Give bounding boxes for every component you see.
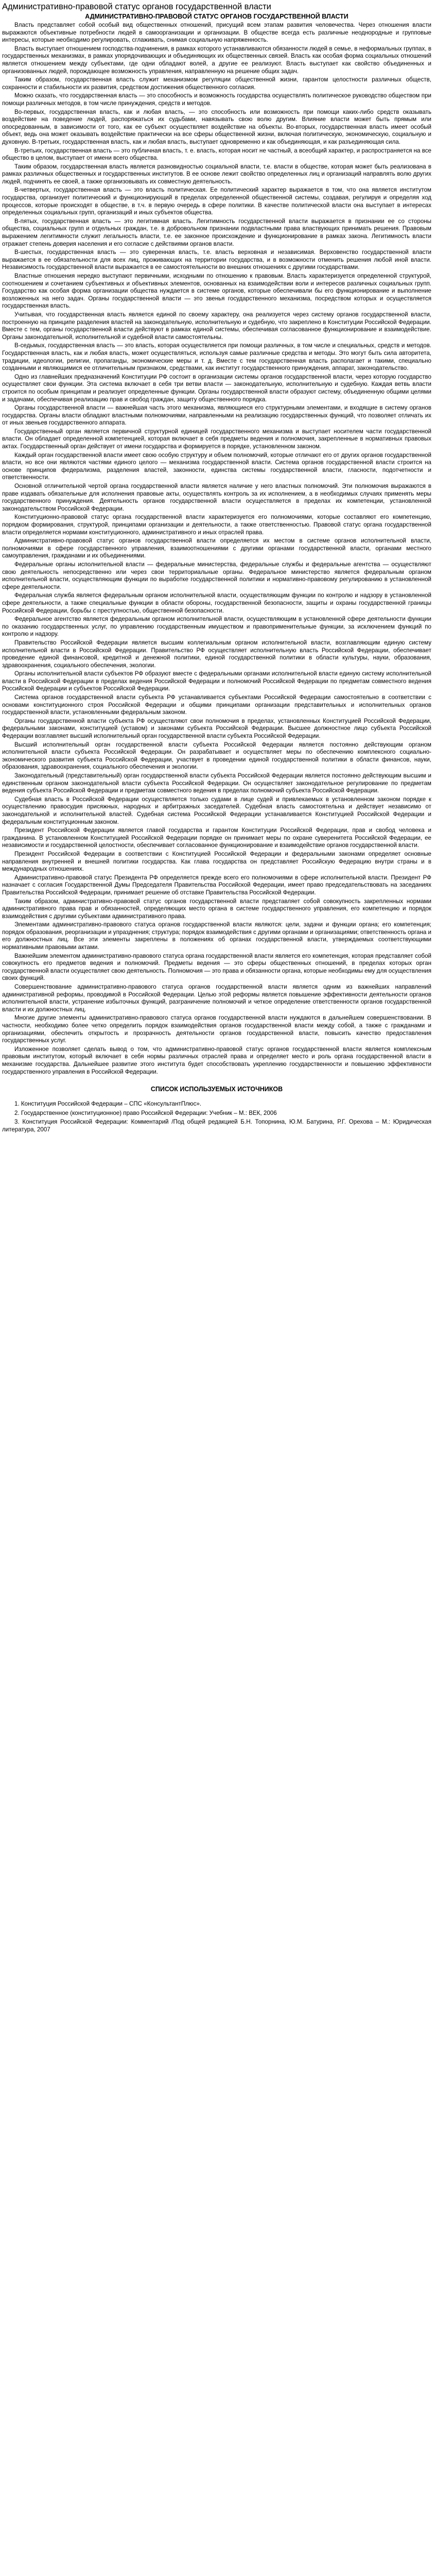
body-paragraph: Судебная власть в Российской Федерации осуществляется только судами в лице судей и привлекаемых в установленном законом порядке к осуществлению правосудия присяжных, народных и арбитражных заседателей. Судебная власть самостоятельна и действует независимо от законодательной и исполнительной властей. Судебная система Российской Федерации устанавливается Конституцией Российской Федерации и федеральным конституционным законом. — [2, 795, 431, 825]
body-paragraph: Законодательный (представительный) орган государственной власти субъекта Российской Федерации является постоянно действующим высшим и единственным органом законодательной власти субъекта Российской Федерации. Он осуществляет законодательное регулирование по предметам ведения субъекта Российской Федерации и предметам совместного ведения в пределах полномочий субъекта Российской Федерации. — [2, 772, 431, 794]
body-paragraph: Конституционно-правовой статус органа государственной власти характеризуется его полномочиями, которые составляют его компетенцию, порядком формирования, структурой, принципами организации и деятельности, а также ответственностью. Правовой статус органа государственной власти определяется нормами конституционного, административного и иных отраслей права. — [2, 514, 431, 536]
document-heading: АДМИНИСТРАТИВНО-ПРАВОВОЙ СТАТУС ОРГАНОВ ГОСУДАРСТВЕННОЙ ВЛАСТИ — [85, 13, 348, 20]
reference-item: 2. Государственное (конституционное) право Российской Федерации: Учебник – М.: ВЕК, 2006 — [14, 1109, 277, 1116]
body-paragraph: Правительство Российской Федерации является высшим коллегиальным органом исполнительной власти, возглавляющим единую систему исполнительной власти в Российской Федерации. Правительство РФ осуществляет исполнительную власть Российской Федерации, обеспечивает проведение единой финансовой, кредитной и денежной политики, единой государственной политики в области культуры, науки, образования, здравоохранения, социального обеспечения, экологии. — [2, 639, 431, 669]
body-paragraph: Система органов государственной власти субъекта РФ устанавливается субъектами Российской Федерации самостоятельно в соответствии с основами конституционного строя Российской Федерации и общими принципами организации представительных и исполнительных органов государственной власти, установленными федеральным законом. — [2, 694, 431, 716]
body-paragraph: Важнейшим элементом административно-правового статуса органа государственной власти является его компетенция, которая представляет собой совокупность его предметов ведения и полномочий. Предметы ведения — это сферы общественных отношений, в пределах которых орган государственной власти осуществляет свою деятельность. Полномочия — это права и обязанности органа, которые необходимы ему для осуществления своих функций. — [2, 952, 431, 982]
document-body — [2, 22, 431, 1076]
body-paragraph: Федеральные органы исполнительной власти — федеральные министерства, федеральные службы и федеральные агентства — осуществляют свою деятельность непосредственно или через свои территориальные органы. Федеральное министерство является федеральным органом исполнительной власти, осуществляющим функции по выработке государственной политики и нормативно-правовому регулированию в установленной сфере деятельности. — [2, 561, 431, 590]
body-paragraph: Изложенное позволяет сделать вывод о том, что административно-правовой статус органов государственной власти является комплексным правовым институтом, который включает в себя нормы различных отраслей права и определяет место и роль органа государственной власти в механизме государства. Дальнейшее развитие этого института будет способствовать укреплению государственности и повышению эффективности государственного управления в Российской Федерации. — [2, 1045, 431, 1075]
body-paragraph: Власть выступает отношением господства-подчинения, в рамках которого устанавливаются обязанности людей в семье, в неформальных группах, в государственных механизмах, в рамках упорядочивающих и объединяющих их общественных связей. Власть как особая форма социальных отношений является отношением между субъектами, где одни обладают волей, а другие ее реализуют. Власть выступает как свойство объединенных и организованных людей, порождающее возможность управления, направленную на решение общих задач. — [2, 45, 431, 75]
body-paragraph: Основной отличительной чертой органа государственной власти является наличие у него властных полномочий. Эти полномочия выражаются в праве издавать обязательные для исполнения правовые акты, осуществлять контроль за их исполнением, а в необходимых случаях применять меры государственного принуждения. Деятельность органов государственной власти осуществляется в пределах их компетенции, установленной законодательством Российской Федерации. — [2, 483, 431, 512]
body-paragraph: Органы государственной власти субъекта РФ осуществляют свои полномочия в пределах, установленных Конституцией Российской Федерации, федеральными законами, конституцией (уставом) и законами субъекта Российской Федерации. Высшее должностное лицо субъекта Российской Федерации возглавляет высший исполнительный орган государственной власти субъекта Российской Федерации. — [2, 717, 431, 740]
references-section — [2, 1085, 431, 1133]
body-paragraph: Таким образом, государственная власть является разновидностью социальной власти, т.е. власти в обществе, которая может быть реализована в рамках различных общественных и государственных институтов. В ее основе лежит свойство определенных лиц и организаций направлять волю других людей, подчинять ее своей, а также организовывать их совместную деятельность. — [2, 163, 431, 185]
document-page — [2, 2, 431, 1136]
page-title: Административно-правовой статус органов государственной власти — [2, 2, 271, 11]
body-paragraph: Совершенствование административно-правового статуса органов государственной власти является одним из важнейших направлений административной реформы, проводимой в Российской Федерации. Целью этой реформы является повышение эффективности деятельности органов исполнительной власти, устранение избыточных функций, разграничение полномочий и четкое определение ответственности органов государственной власти и их должностных лиц. — [2, 984, 431, 1013]
body-paragraph: Элементами административно-правового статуса органов государственной власти являются: цели, задачи и функции органа; его компетенция; порядок образования, реорганизации и упразднения; структура; порядок взаимодействия с другими органами и организациями; ответственность органа и его должностных лиц. Все эти элементы закреплены в положениях об органах государственной власти, утверждаемых соответствующими нормативными правовыми актами. — [2, 921, 431, 951]
body-paragraph: Властные отношения нередко выступают первичными, исходными по отношению к правовым. Власть характеризуется определенной структурой, соотношением и сочетанием субъективных и объективных элементов, основанных на взаимодействии воли и интересов различных социальных групп. Государство как особая форма организации общества нуждается в системе органов, которые обеспечивали бы его функционирование и выполнение возложенных на него задач. Органы государственной власти — это звенья государственного механизма, посредством которых и осуществляется государственная власть. — [2, 273, 431, 310]
body-paragraph: Органы государственной власти — важнейшая часть этого механизма, являющиеся его структурными элементами, и входящие в систему органов государства. Органы власти обладают властными полномочиями, направленными на реализацию государственных функций, что позволяет отличать их от иных звеньев государственного аппарата. — [2, 404, 431, 427]
body-paragraph: Одно из главнейших предназначений Конституции РФ состоит в организации системы органов государственной власти, через которую государство осуществляет свои функции. Эта система включает в себя три ветви власти — законодательную, исполнительную и судебную. Каждая ветвь власти строится по особым принципам и реализует определенные функции. Органы государственной власти образуют систему, объединенную общими целями и задачами, обеспечивая реализацию прав и свобод граждан, защиту общественного порядка. — [2, 373, 431, 403]
body-paragraph: Власть представляет собой особый вид общественных отношений, присущий всем этапам развития человечества. Через отношения власти выражаются объективные потребности людей в самоорганизации и организации. В обществе всегда есть различные неоднородные и групповые интересы, которые необходимо регулировать, сглаживать, снимая социальную напряженность. — [2, 22, 431, 44]
body-paragraph: В-третьих, государственная власть — это публичная власть, т. е. власть, которая носит не частный, а всеобщий характер, и распространяется на все общество в целом, выступает от имени всего общества. — [2, 147, 431, 162]
body-paragraph: В-пятых, государственная власть — это легитимная власть. Легитимность государственной власти выражается в признании ее со стороны общества, социальных групп и отдельных граждан, т.е. в добровольном признании подвластными права властвующих принимать решения. Правовым выражением легитимности служит легальность власти, т.е. ее законное происхождение и функционирование в рамках закона. Легитимность власти отражает степень доверия населения и его согласие с действиями органов власти. — [2, 217, 431, 247]
body-paragraph: В-четвертых, государственная власть — это власть политическая. Ее политический характер выражается в том, что она является институтом государства, организует политический и функционирующий в пределах определенной общественной системы, создавая, регулируя и определяя ход процессов, которые происходят в обществе, в т.ч. в первую очередь в сфере политики. В качестве политической власти она выступает в интересах определенных социальных групп, организаций и иных субъектов общества. — [2, 187, 431, 216]
body-paragraph: Во-первых, государственная власть, как и любая власть, — это способность или возможность при помощи каких-либо средств оказывать воздействие на поведение людей, распоряжаться их судьбами, навязывать свою волю другим. Влияние власти может быть прямым или опосредованным, в зависимости от того, как ее субъект осуществляет воздействие на объекты. Во-вторых, государственная власть имеет особый объект, ведь она может оказывать воздействие практически на все сферы общественной жизни, включая политическую, экономическую, социальную и духовную. В-третьих, государственная власть, как и любая власть, выступает одновременно и как объединяющая, и как разъединяющая сила. — [2, 108, 431, 145]
body-paragraph: Можно сказать, что государственная власть — это способность и возможность государства осуществлять политическое руководство обществом при помощи различных методов, в том числе принуждения, средств и методов. — [2, 92, 431, 107]
reference-item: 1. Конституция Российской Федерации – СПС «КонсультантПлюс». — [14, 1100, 202, 1108]
body-paragraph: Государственный орган является первичной структурной единицей государственного механизма и выступает носителем части государственной власти. Он обладает определенной компетенцией, которая включает в себя предметы ведения и полномочия, закрепленные в нормативных правовых актах. Государственный орган действует от имени государства и формируется в порядке, установленном законом. — [2, 428, 431, 450]
body-paragraph: В-шестых, государственная власть — это суверенная власть, т.е. власть верховная и независимая. Верховенство государственной власти выражается в ее обязательности для всех лиц, проживающих на территории государства, и в возможности отменить решения любой иной власти. Независимость государственной власти выражается в ее самостоятельности во внешних отношениях с другими государствами. — [2, 249, 431, 271]
body-paragraph: Административно-правовой статус органов государственной власти определяется их местом в системе органов исполнительной власти, полномочиями в сфере государственного управления, взаимоотношениями с другими органами государственной власти, органами местного самоуправления, гражданами и их объединениями. — [2, 537, 431, 560]
body-paragraph: Президент Российской Федерации в соответствии с Конституцией Российской Федерации и федеральными законами определяет основные направления внутренней и внешней политики государства. Как глава государства он представляет Российскую Федерацию внутри страны и в международных отношениях. — [2, 850, 431, 873]
body-paragraph: Федеральное агентство является федеральным органом исполнительной власти, осуществляющим в установленной сфере деятельности функции по оказанию государственных услуг, по управлению государственным имуществом и правоприменительные функции, за исключением функций по контролю и надзору. — [2, 616, 431, 638]
body-paragraph: Федеральная служба является федеральным органом исполнительной власти, осуществляющим функции по контролю и надзору в установленной сфере деятельности, а также специальные функции в области обороны, государственной безопасности, защиты и охраны государственной границы Российской Федерации, борьбы с преступностью, общественной безопасности. — [2, 592, 431, 614]
body-paragraph: Высший исполнительный орган государственной власти субъекта Российской Федерации является постоянно действующим органом исполнительной власти субъекта Российской Федерации. Он разрабатывает и осуществляет меры по обеспечению комплексного социально-экономического развития субъекта Российской Федерации, участвует в проведении единой государственной политики в области финансов, науки, образования, здравоохранения, социального обеспечения и экологии. — [2, 741, 431, 771]
reference-item: 3. Конституция Российской Федерации: Комментарий /Под общей редакцией Б.Н. Топорнина, Ю.М. Батурина, Р.Г. Орехова – М.: Юридическая литература, 2007 — [2, 1118, 431, 1133]
body-paragraph: Президент Российской Федерации является главой государства и гарантом Конституции Российской Федерации, прав и свобод человека и гражданина. В установленном Конституцией Российской Федерации порядке он принимает меры по охране суверенитета Российской Федерации, ее независимости и государственной целостности, обеспечивает согласованное функционирование и взаимодействие органов государственной власти. — [2, 827, 431, 849]
references-heading: СПИСОК ИСПОЛЬЗУЕМЫХ ИСТОЧНИКОВ — [150, 1086, 283, 1093]
body-paragraph: Учитывая, что государственная власть является единой по своему характеру, она реализуется через систему органов государственной власти, построенную на принципе разделения властей на законодательную, исполнительную и судебную, что закреплено в Конституции Российской Федерации. Вместе с тем, органы государственной власти действуют в рамках единой системы, обеспечивая согласованное функционирование и взаимодействие. Органы законодательной, исполнительной и судебной власти самостоятельны. — [2, 311, 431, 341]
body-paragraph: В-седьмых, государственная власть — это власть, которая осуществляется при помощи различных, в том числе и специальных, средств и методов. Государственная власть, как и любая власть, может осуществляться, используя самые различные средства и методы. Это могут быть сила авторитета, традиции, идеологии, религии, пропаганды, экономические меры и т. д. Вместе с тем государственная власть располагает и такими, специально созданными и являющимися ее отличительным признаком, средствами, как институт государственного принуждения, аппарат, законодательство. — [2, 342, 431, 372]
body-paragraph: Органы исполнительной власти субъектов РФ образуют вместе с федеральными органами исполнительной власти единую систему исполнительной власти в Российской Федерации в пределах ведения Российской Федерации и полномочий Российской Федерации по предметам совместного ведения Российской Федерации и субъектов Российской Федерации. — [2, 670, 431, 692]
body-paragraph: Многие другие элементы административно-правового статуса органов государственной власти нуждаются в дальнейшем совершенствовании. В частности, необходимо более четко определить порядок взаимодействия органов государственной власти между собой, а также с гражданами и организациями, обеспечить открытость и прозрачность деятельности органов государственной власти, повысить качество предоставления государственных услуг. — [2, 1014, 431, 1044]
body-paragraph: Каждый орган государственной власти имеет свою особую структуру и объем полномочий, которые отличают его от других органов государственной власти, но все они являются частями единого целого — механизма государственной власти. Система органов государственной власти строится на основе принципов федерализма, разделения властей, законности, единства системы государственной власти, гласности, подотчетности и ответственности. — [2, 451, 431, 481]
body-paragraph: Таким образом, административно-правовой статус органов государственной власти представляет собой совокупность закрепленных нормами административного права прав и обязанностей, определяющих место органа в системе государственного управления, его компетенцию и порядок взаимодействия с другими субъектами административного права. — [2, 897, 431, 920]
body-paragraph: Таким образом, государственная власть служит механизмом регуляции общественной жизни, гарантом целостности различных обществ, сохранности и стабильности их развития, средством достижения общественного согласия. — [2, 76, 431, 91]
body-paragraph: Административно-правовой статус Президента РФ определяется прежде всего его полномочиями в сфере исполнительной власти. Президент РФ назначает с согласия Государственной Думы Председателя Правительства Российской Федерации, имеет право председательствовать на заседаниях Правительства Российской Федерации, принимает решение об отставке Правительства Российской Федерации. — [2, 874, 431, 896]
